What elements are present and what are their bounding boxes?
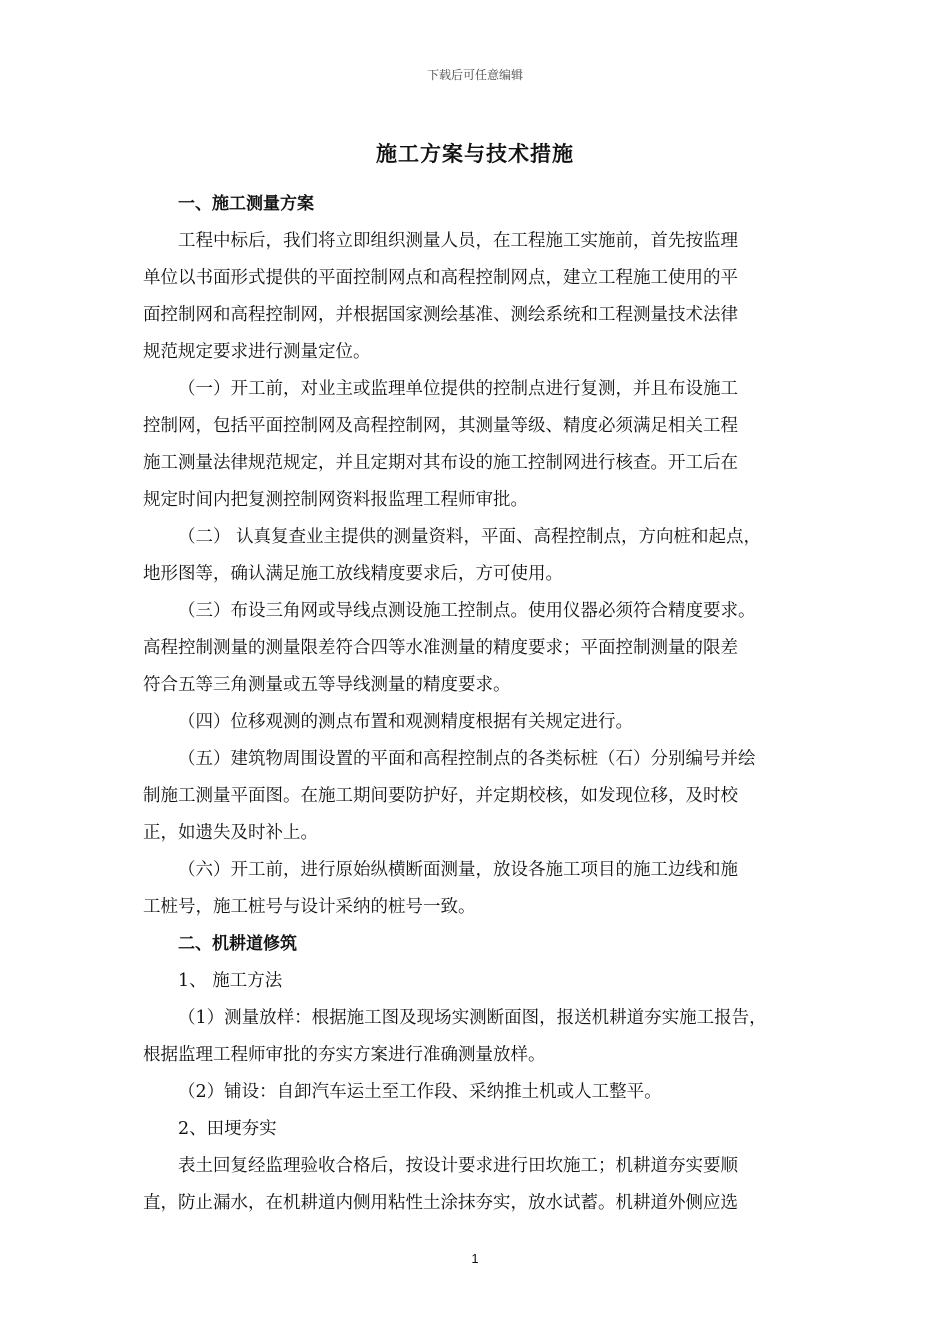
text-line: 控制网，包括平面控制网及高程控制网，其测量等级、精度必须满足相关工程 <box>143 416 738 436</box>
text-line: 地形图等，确认满足施工放线精度要求后，方可使用。 <box>143 564 563 584</box>
text-line: 单位以书面形式提供的平面控制网点和高程控制网点，建立工程施工使用的平 <box>143 268 738 288</box>
text-line: （1）测量放样：根据施工图及现场实测断面图，报送机耕道夯实施工报告， <box>178 1008 767 1028</box>
text-line: 表土回复经监理验收合格后，按设计要求进行田坎施工；机耕道夯实要顺 <box>178 1156 738 1176</box>
text-line: 规定时间内把复测控制网资料报监理工程师审批。 <box>143 490 528 510</box>
text-line: （五）建筑物周围设置的平面和高程控制点的各类标桩（石）分别编号并绘 <box>178 749 756 769</box>
text-line: 根据监理工程师审批的夯实方案进行准确测量放样。 <box>143 1045 546 1065</box>
text-line: 制施工测量平面图。在施工期间要防护好，并定期校核，如发现位移，及时校 <box>143 786 738 806</box>
page-number: 1 <box>471 1251 479 1266</box>
text-line: （一）开工前，对业主或监理单位提供的控制点进行复测，并且布设施工 <box>178 379 738 399</box>
text-line: 1、 施工方法 <box>178 971 283 991</box>
text-line: （六）开工前，进行原始纵横断面测量，放设各施工项目的施工边线和施 <box>178 860 738 880</box>
section-heading: 二、机耕道修筑 <box>178 934 297 954</box>
page-header: 下载后可任意编辑 <box>426 68 523 82</box>
text-line: （2）铺设：自卸汽车运土至工作段、采纳推土机或人工整平。 <box>178 1082 662 1102</box>
text-line: 规范规定要求进行测量定位。 <box>143 342 371 362</box>
text-line: （三）布设三角网或导线点测设施工控制点。使用仪器必须符合精度要求。 <box>178 601 756 621</box>
text-line: 高程控制测量的测量限差符合四等水准测量的精度要求；平面控制测量的限差 <box>143 638 738 658</box>
text-line: 面控制网和高程控制网，并根据国家测绘基准、测绘系统和工程测量技术法律 <box>143 305 738 325</box>
text-line: 施工测量法律规范规定，并且定期对其布设的施工控制网进行核查。开工后在 <box>143 453 738 473</box>
text-line: 符合五等三角测量或五等导线测量的精度要求。 <box>143 675 511 695</box>
document-body <box>143 186 807 1222</box>
text-line: （二） 认真复查业主提供的测量资料，平面、高程控制点，方向桩和起点， <box>178 527 762 547</box>
text-line: 工程中标后，我们将立即组织测量人员，在工程施工实施前，首先按监理 <box>178 231 738 251</box>
text-line: （四）位移观测的测点布置和观测精度根据有关规定进行。 <box>178 712 633 732</box>
text-line: 正，如遗失及时补上。 <box>143 823 318 843</box>
text-line: 直，防止漏水，在机耕道内侧用粘性土涂抹夯实，放水试蓄。机耕道外侧应选 <box>143 1193 738 1213</box>
text-line: 工桩号，施工桩号与设计采纳的桩号一致。 <box>143 897 476 917</box>
text-line: 2、田埂夯实 <box>178 1119 277 1139</box>
document-title: 施工方案与技术措施 <box>376 141 574 166</box>
section-heading: 一、施工测量方案 <box>178 194 314 214</box>
